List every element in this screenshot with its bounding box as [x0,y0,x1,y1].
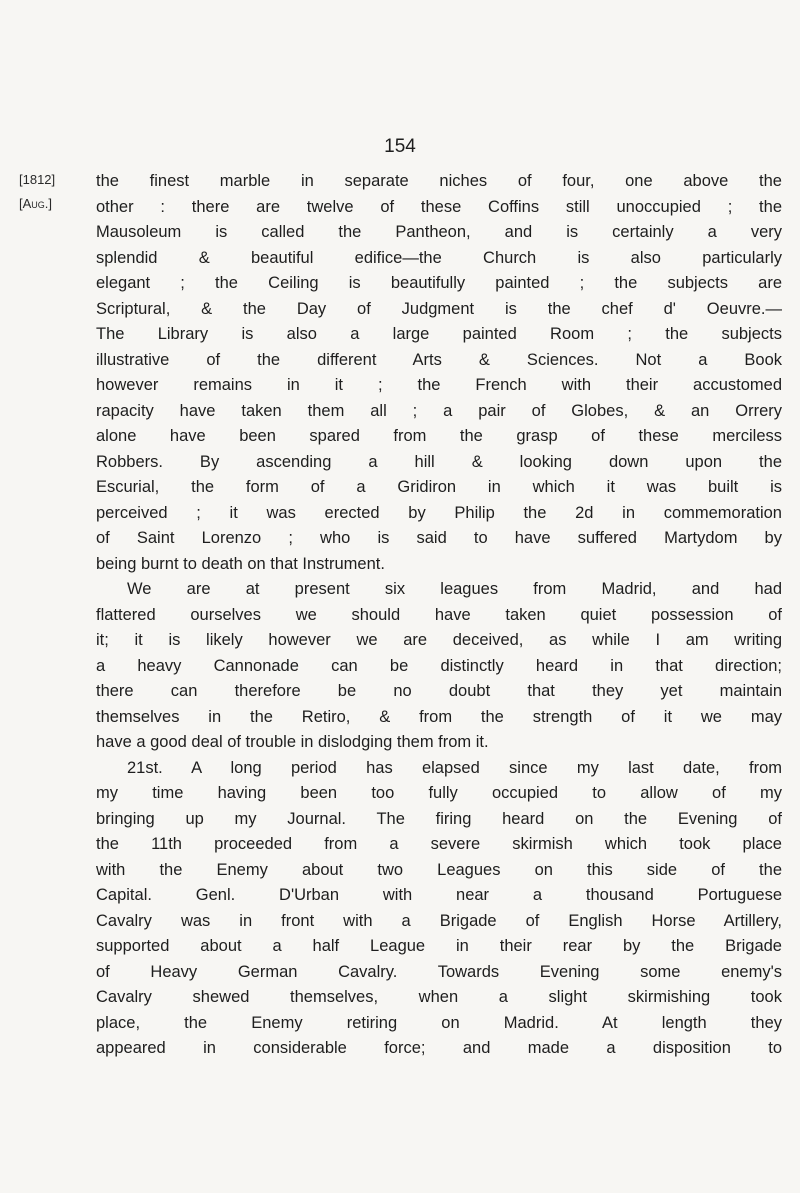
margin-note-month: [Aug.] [19,196,53,211]
text-line: of Saint Lorenzo ; who is said to have suffered Martydom by [96,529,782,547]
page-number: 154 [384,136,416,157]
text-line: being burnt to death on that Instrument. [96,554,385,573]
text-line: Mausoleum is called the Pantheon, and is certainly a very [96,223,782,241]
text-line: illustrative of the different Arts & Sciences. Not a Book [96,350,782,369]
text-line: 21st. A long period has elapsed since my last date, from [127,758,782,777]
text-line: a heavy Cannonade can be distinctly heard in that direction; [96,656,782,675]
paragraph [96,577,782,756]
text-line: Capital. Genl. D'Urban with near a thousand Portuguese [96,886,782,904]
text-line: however remains in it ; the French with their accustomed [96,376,782,394]
text-line: Scriptural, & the Day of Judgment is the chef d' Oeuvre.— [96,299,782,318]
text-line: themselves in the Retiro, & from the strength of it we may [96,707,782,726]
text-line: flattered ourselves we should have taken quiet possession of [96,605,782,624]
text-line: place, the Enemy retiring on Madrid. At length they [96,1013,782,1032]
paragraph [96,169,782,577]
text-line: We are at present six leagues from Madrid, and had [127,580,782,598]
text-line: perceived ; it was erected by Philip the 2d in commemoration [96,503,782,522]
text-line: alone have been spared from the grasp of these merciless [96,427,782,445]
text-line: elegant ; the Ceiling is beautifully painted ; the subjects are [96,274,782,292]
text-line: other : there are twelve of these Coffins still unoccupied ; the [96,197,782,216]
text-line: with the Enemy about two Leagues on this side of the [96,860,782,879]
text-line: of Heavy German Cavalry. Towards Evening some enemy's [96,962,782,981]
text-line: Cavalry shewed themselves, when a slight skirmishing took [96,988,782,1006]
text-line: it; it is likely however we are deceived, as while I am writing [96,631,782,649]
text-line: Robbers. By ascending a hill & looking down upon the [96,452,782,471]
text-line: Cavalry was in front with a Brigade of English Horse Artillery, [96,911,782,930]
text-line: splendid & beautiful edifice—the Church is also particularly [96,248,782,267]
text-line: rapacity have taken them all ; a pair of Globes, & an Orrery [96,401,782,420]
text-line: the 11th proceeded from a severe skirmish which took place [96,835,782,853]
text-line: The Library is also a large painted Room ; the subjects [96,325,782,343]
text-line: appeared in considerable force; and made a disposition to [96,1039,782,1057]
margin-note-year: [1812] [19,172,56,187]
text-line: supported about a half League in their rear by the Brigade [96,937,782,955]
paragraph [96,756,782,1062]
text-line: have a good deal of trouble in dislodging them from it. [96,733,489,751]
text-line: my time having been too fully occupied to allow of my [96,784,782,802]
text-line: there can therefore be no doubt that they yet maintain [96,682,782,700]
text-line: bringing up my Journal. The firing heard on the Evening of [96,809,782,828]
text-line: Escurial, the form of a Gridiron in which it was built is [96,478,782,496]
text-line: the finest marble in separate niches of four, one above the [96,172,782,190]
body-text [96,169,782,1062]
